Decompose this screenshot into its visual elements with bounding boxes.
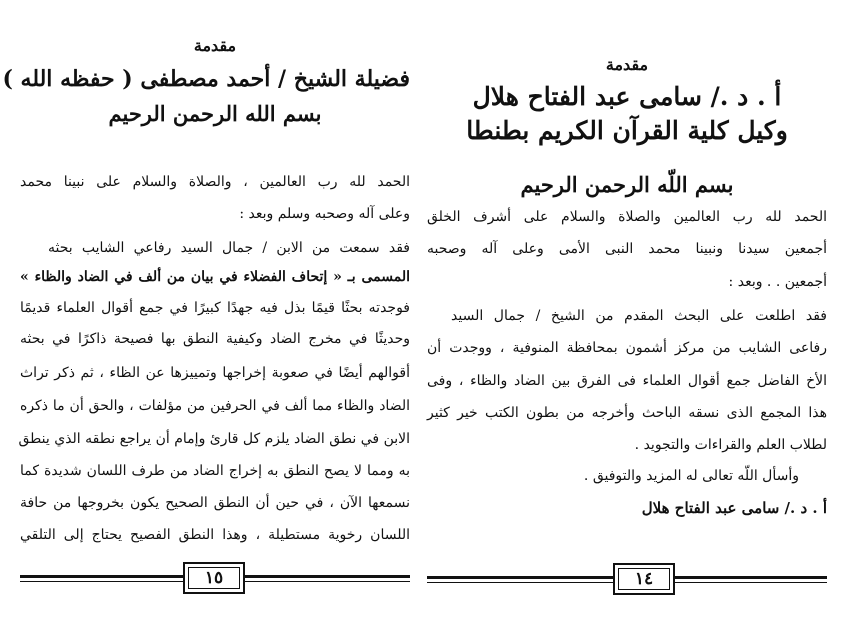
left-line: الضاد والظاء مما ألف في الحرفين من مؤلفات ، والحق أن ما ذكره xyxy=(20,398,410,414)
right-line: الحمد لله رب العالمين والصلاة والسلام على أشرف الخلق xyxy=(427,209,827,225)
right-line: وأسأل اللّه تعالى له المزيد والتوفيق . xyxy=(583,468,799,484)
right-line: رفاعى الشايب من مركز أشمون بمحافظة المنوفية ، ووجدت أن xyxy=(427,340,827,356)
left-heading: مقدمة xyxy=(193,36,237,55)
right-author: أ . د ./ سامى عبد الفتاح هلال xyxy=(472,82,782,111)
left-line: المسمى بـ « إتحاف الفضلاء في بيان من ألف في الضاد والظاء » xyxy=(20,269,410,285)
left-author: فضيلة الشيخ / أحمد مصطفى ( حفظه الله ) xyxy=(2,66,410,92)
right-signature: أ . د ./ سامى عبد الفتاح هلال xyxy=(641,499,827,517)
right-line: فقد اطلعت على البحث المقدم من الشيخ / جمال السيد xyxy=(451,308,827,324)
left-page xyxy=(2,0,410,637)
left-line: الابن في نطق الضاد يلزم كل قارئ وإمام أن يراجع نطقه الذي ينطق xyxy=(18,431,410,447)
left-line: أقوالهم أيضًا في صعوبة إخراجها وتمييزها عن الظاء ، ثم ذكر تراث xyxy=(20,365,410,381)
right-line: لطلاب العلم والقراءات والتجويد . xyxy=(634,437,827,453)
right-heading: مقدمة xyxy=(605,55,649,74)
right-line: أجمعين . . وبعد : xyxy=(728,274,827,290)
right-page xyxy=(427,0,827,637)
right-line: هذا المجمع الذى نسقه الباحث وأخرجه من بطون الكتب خير كثير xyxy=(427,405,827,421)
left-line: وعلى آله وصحبه وسلم وبعد : xyxy=(239,206,410,222)
page-number-box: ١٥ xyxy=(183,562,245,594)
right-line: أجمعين سيدنا ونبينا محمد النبى الأمى وعلى آله وصحبه xyxy=(427,241,827,257)
right-line: الأخ الفاضل جمع أقوال العلماء فى الفرق بين الضاد والظاء ، وفى xyxy=(427,373,827,389)
left-basmala: بسم الله الرحمن الرحيم xyxy=(108,101,322,126)
left-line: نسمعها الآن ، في حين أن النطق الصحيح يكون بخروجها من حافة xyxy=(20,495,410,511)
left-line: فوجدته بحثًا قيمًا بذل فيه جهدًا كبيرًا في جمع أقوال العلماء قديمًا xyxy=(20,300,410,316)
left-page-footer xyxy=(20,562,410,592)
page-number-box: ١٤ xyxy=(613,563,675,595)
right-author-role: وكيل كلية القرآن الكريم بطنطا xyxy=(466,116,788,145)
left-line: وحديثًا في مخرج الضاد وكيفية النطق بها فصيحة ذاكرًا في بحثه xyxy=(20,331,410,347)
left-line: به ومما لا يصح النطق به إخراج الضاد من طرف اللسان شديدة كما xyxy=(20,463,410,479)
right-basmala: بسم اللّه الرحمن الرحيم xyxy=(520,172,734,197)
left-line: فقد سمعت من الابن / جمال السيد رفاعي الشايب بحثه xyxy=(48,240,410,256)
left-line: الحمد لله رب العالمين ، والصلاة والسلام على نبينا محمد xyxy=(20,174,410,190)
left-line: اللسان رخوية مستطيلة ، وهذا النطق الفصيح يحتاج إلى التلقي xyxy=(20,527,410,543)
right-page-footer xyxy=(427,563,827,593)
